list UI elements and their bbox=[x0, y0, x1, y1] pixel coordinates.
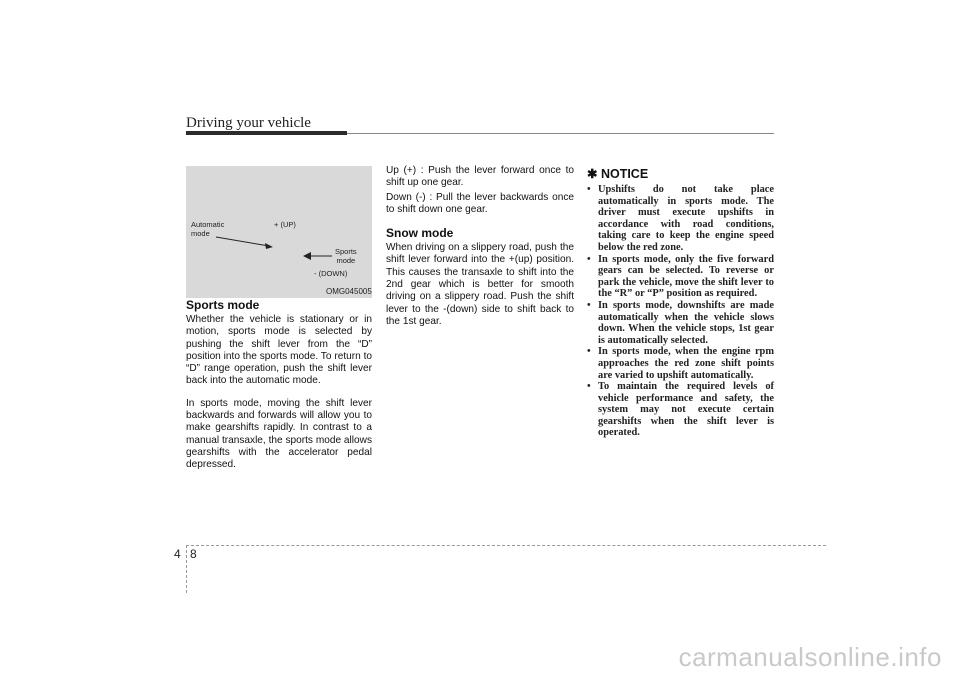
sports-mode-paragraph-2: In sports mode, moving the shift lever backwards and forwards will allow you to make gearshifts rapidly. In contrast to a manual transaxle, the sports mode allows gearshifts with the accelerator pedal depressed. bbox=[186, 397, 372, 471]
page-header-title: Driving your vehicle bbox=[186, 115, 311, 131]
shift-lever-figure bbox=[186, 166, 372, 298]
notice-item: • In sports mode, downshifts are made automatically when the vehicle slows down. When the vehicle stops, 1st gear is automatically selected. bbox=[587, 300, 774, 346]
snow-mode-heading: Snow mode bbox=[386, 226, 454, 241]
sports-mode-heading: Sports mode bbox=[186, 298, 260, 312]
notice-item: • In sports mode, when the engine rpm approaches the red zone shift points are varied to upshift automatically. bbox=[587, 346, 774, 381]
footer-vertical-rule bbox=[186, 545, 187, 593]
notice-title: ✱ NOTICE bbox=[587, 167, 649, 181]
figure-label-down: - (DOWN) bbox=[314, 269, 348, 278]
figure-label-sports: Sports mode bbox=[335, 247, 357, 265]
sports-mode-paragraph-1: Whether the vehicle is stationary or in motion, sports mode is selected by pushing the shift lever from the “D” position into the sports mode. To return to “D” range operation, push the shift lever back into the automatic mode. bbox=[186, 314, 372, 387]
notice-item: • Upshifts do not take place automatically in sports mode. The driver must execute upshifts in accordance with road conditions, taking care to keep the engine speed below the red zone. bbox=[587, 184, 774, 254]
figure-code: OMG045005 bbox=[326, 287, 372, 296]
notice-item: • In sports mode, only the five forward gears can be selected. To reverse or park the vehicle, move the shift lever to the “R” or “P” position as required. bbox=[587, 254, 774, 300]
snow-mode-paragraph: When driving on a slippery road, push the shift lever forward into the +(up) position. This causes the transaxle to shift into the 2nd gear which is better for smooth driving on a slippery road. Push the shift lever to the -(down) side to shift back to the 1st gear. bbox=[386, 242, 574, 327]
footer-rule bbox=[186, 545, 826, 546]
down-instruction: Down (-) : Pull the lever backwards once to shift down one gear. bbox=[386, 191, 574, 215]
arrow-head-icon bbox=[265, 243, 273, 249]
chapter-number: 4 bbox=[174, 547, 181, 561]
header-accent-bar bbox=[186, 131, 347, 135]
notice-box bbox=[587, 166, 774, 439]
notice-list bbox=[587, 184, 774, 439]
notice-item: • To maintain the required levels of vehicle performance and safety, the system may not execute certain gearshifts when the shift lever is operated. bbox=[587, 381, 774, 439]
watermark: carmanualsonline.info bbox=[678, 642, 942, 672]
left-column bbox=[186, 298, 372, 472]
middle-column bbox=[386, 165, 574, 328]
figure-label-automatic: Automatic mode bbox=[191, 220, 225, 238]
up-instruction: Up (+) : Push the lever forward once to shift up one gear. bbox=[386, 165, 574, 189]
arrow-head-icon bbox=[303, 252, 311, 260]
figure-arrows bbox=[186, 166, 372, 298]
page-number: 8 bbox=[190, 547, 197, 561]
figure-label-up: + (UP) bbox=[274, 220, 296, 229]
